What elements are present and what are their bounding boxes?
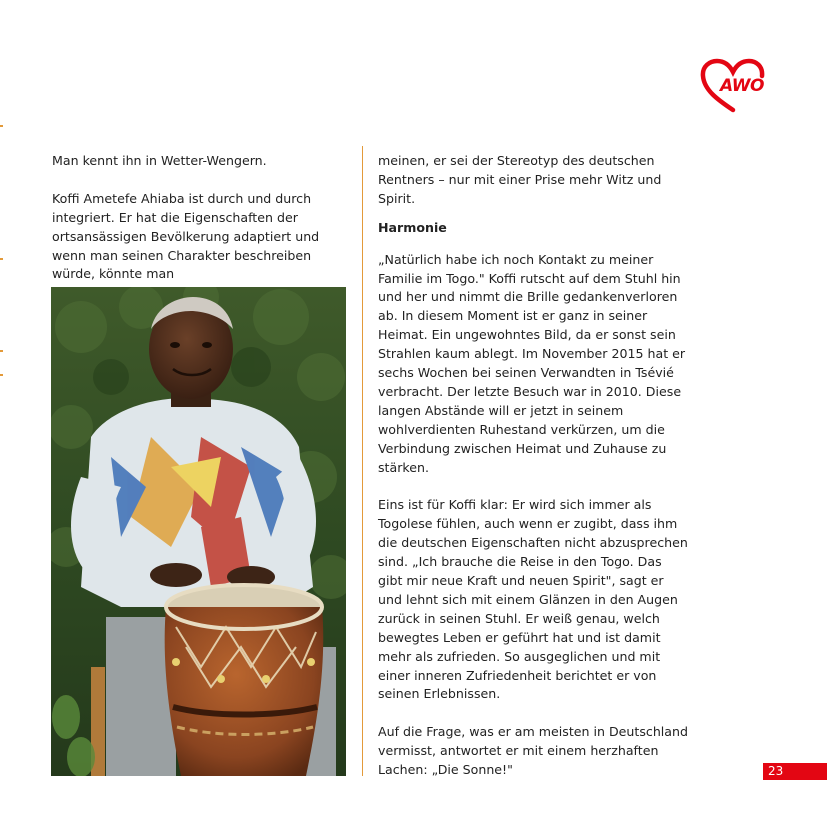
margin-tick (0, 125, 3, 127)
drummer-photo-illustration (51, 287, 346, 776)
paragraph: Eins ist für Koffi klar: Er wird sich immer als Togolese fühlen, auch wenn er zugibt, dass ihm die deutschen Eigenschaften nicht abzusprechen sind. „Ich brauche die Reise in den Togo. Das gibt mir neue Kraft und neuen Spirit", sagt er und lehnt sich mit einem Glänzen in den Augen zurück in seinen Stuhl. Er weiß genau, welch bewegtes Leben er geführt hat und ist damit mehr als zufrieden. So ausgeglichen und mit einer inneren Zufriedenheit berichtet er von seinen Erlebnissen. (378, 497, 688, 702)
margin-tick (0, 374, 3, 376)
margin-tick (0, 350, 3, 352)
paragraph: „Natürlich habe ich noch Kontakt zu meiner Familie im Togo." Koffi rutscht auf dem Stuhl hin und her und nimmt die Brille gedankenverloren ab. In diesem Moment ist er ganz in seiner Heimat. Ein ungewohntes Bild, da er sonst sein Strahlen kaum ablegt. Im November 2015 hat er sechs Wochen bei seinen Verwandten in Tsévié verbracht. Der letzte Besuch war in 2010. Diese langen Abstände will er jetzt in seinem wohlverdienten Ruhestand verkürzen, um die Verbindung zwischen Heimat und Zuhause zu stärken. (378, 251, 686, 475)
section-heading: Harmonie (378, 219, 447, 235)
portrait-photo (51, 287, 346, 776)
column-divider (362, 146, 363, 776)
left-text-column (52, 152, 352, 303)
paragraph: Auf die Frage, was er am meisten in Deutschland vermisst, antwortet er mit einem herzhaften Lachen: „Die Sonne!" (378, 724, 689, 778)
paragraph: meinen, er sei der Stereotyp des deutschen Rentners – nur mit einer Prise mehr Witz und Spirit. (378, 153, 662, 206)
margin-tick (0, 258, 3, 260)
paragraph: Man kennt ihn in Wetter-Wengern. (52, 153, 267, 168)
awo-logo-text: AWO (720, 76, 764, 96)
paragraph: Koffi Ametefe Ahiaba ist durch und durch integriert. Er hat die Eigenschaften der ortsansässigen Bevölkerung adaptiert und wenn man seinen Charakter beschreiben würde, könnte man (52, 190, 320, 282)
page-number: 23 (768, 764, 784, 778)
right-text-column (378, 152, 690, 799)
